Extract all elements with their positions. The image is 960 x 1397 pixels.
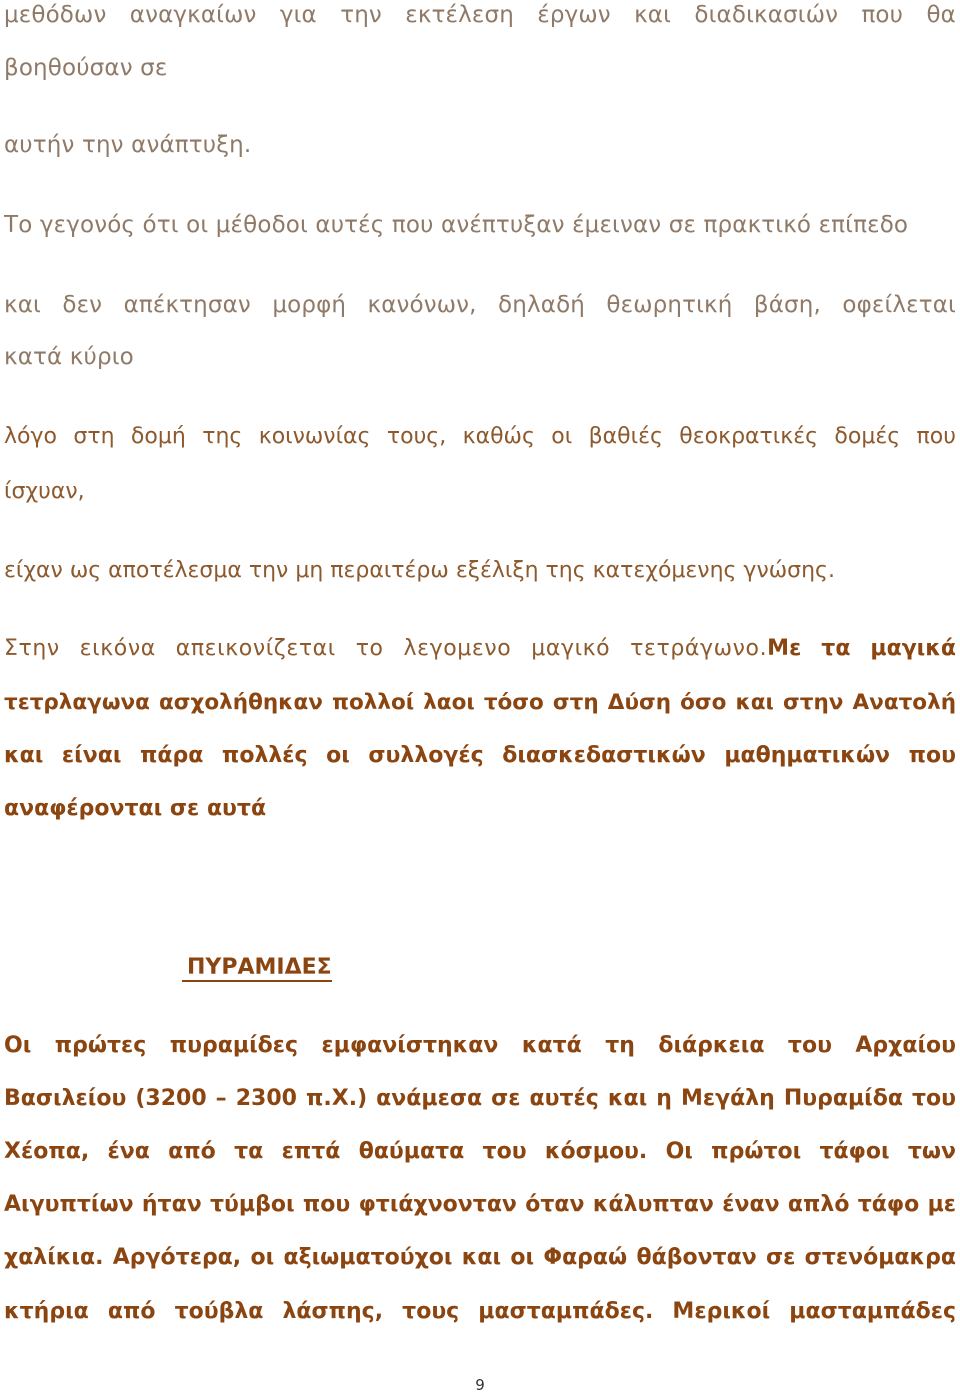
section-line: κτήρια από τούβλα λάσπης, τους μασταμπάδες. Μερικοί μασταμπάδες [4, 1299, 956, 1324]
section-line: Βασιλείου (3200 – 2300 π.Χ.) ανάμεσα σε αυτές και η Μεγάλη Πυραμίδα του [4, 1086, 956, 1111]
section-line: Χέοπα, ένα από τα επτά θαύματα του κόσμου. Οι πρώτοι τάφοι των [4, 1139, 956, 1164]
magic-square-caption: Στην εικόνα απεικονίζεται το λεγομενο μαγικό τετράγωνο. [4, 636, 768, 661]
paragraph-line: βοηθούσαν σε [4, 55, 168, 81]
paragraph-line: και δεν απέκτησαν μορφή κανόνων, δηλαδή θεωρητική βάση, οφείλεται [4, 292, 956, 318]
paragraph-line: αυτήν την ανάπτυξη. [4, 132, 252, 158]
paragraph-line: λόγο στη δομή της κοινωνίας τους, καθώς οι βαθιές θεοκρατικές δομές που [4, 424, 956, 449]
paragraph-line-mixed [4, 632, 956, 666]
paragraph-line: αναφέρονται σε αυτά [4, 796, 267, 821]
section-heading-text: ΠΥΡΑΜΙΔΕΣ [187, 955, 332, 980]
paragraph-line: ίσχυαν, [4, 479, 85, 504]
paragraph-line: Το γεγονός ότι οι μέθοδοι αυτές που ανέπτυξαν έμειναν σε πρακτικό επίπεδο [4, 212, 909, 238]
magic-square-text-start: Με τα μαγικά [767, 636, 956, 661]
paragraph-line: και είναι πάρα πολλές οι συλλογές διασκεδαστικών μαθηματικών που [4, 743, 956, 768]
page-number: 9 [475, 1376, 485, 1394]
paragraph-line: μεθόδων αναγκαίων για την εκτέλεση έργων και διαδικασιών που θα [4, 2, 956, 28]
section-line: Οι πρώτες πυραμίδες εμφανίστηκαν κατά τη διάρκεια του Αρχαίου [4, 1033, 956, 1058]
section-heading [182, 951, 332, 985]
paragraph-line: είχαν ως αποτέλεσμα την μη περαιτέρω εξέλιξη της κατεχόμενης γνώσης. [4, 558, 835, 583]
section-line: χαλίκια. Αργότερα, οι αξιωματούχοι και οι Φαραώ θάβονταν σε στενόμακρα [4, 1245, 956, 1270]
paragraph-line: κατά κύριο [4, 344, 134, 370]
heading-underline [182, 980, 332, 982]
paragraph-line: τετρλαγωνα ασχολήθηκαν πολλοί λαοι τόσο στη Δύση όσο και στην Ανατολή [4, 690, 956, 715]
section-line: Αιγυπτίων ήταν τύμβοι που φτιάχνονταν όταν κάλυπταν έναν απλό τάφο με [4, 1192, 956, 1217]
